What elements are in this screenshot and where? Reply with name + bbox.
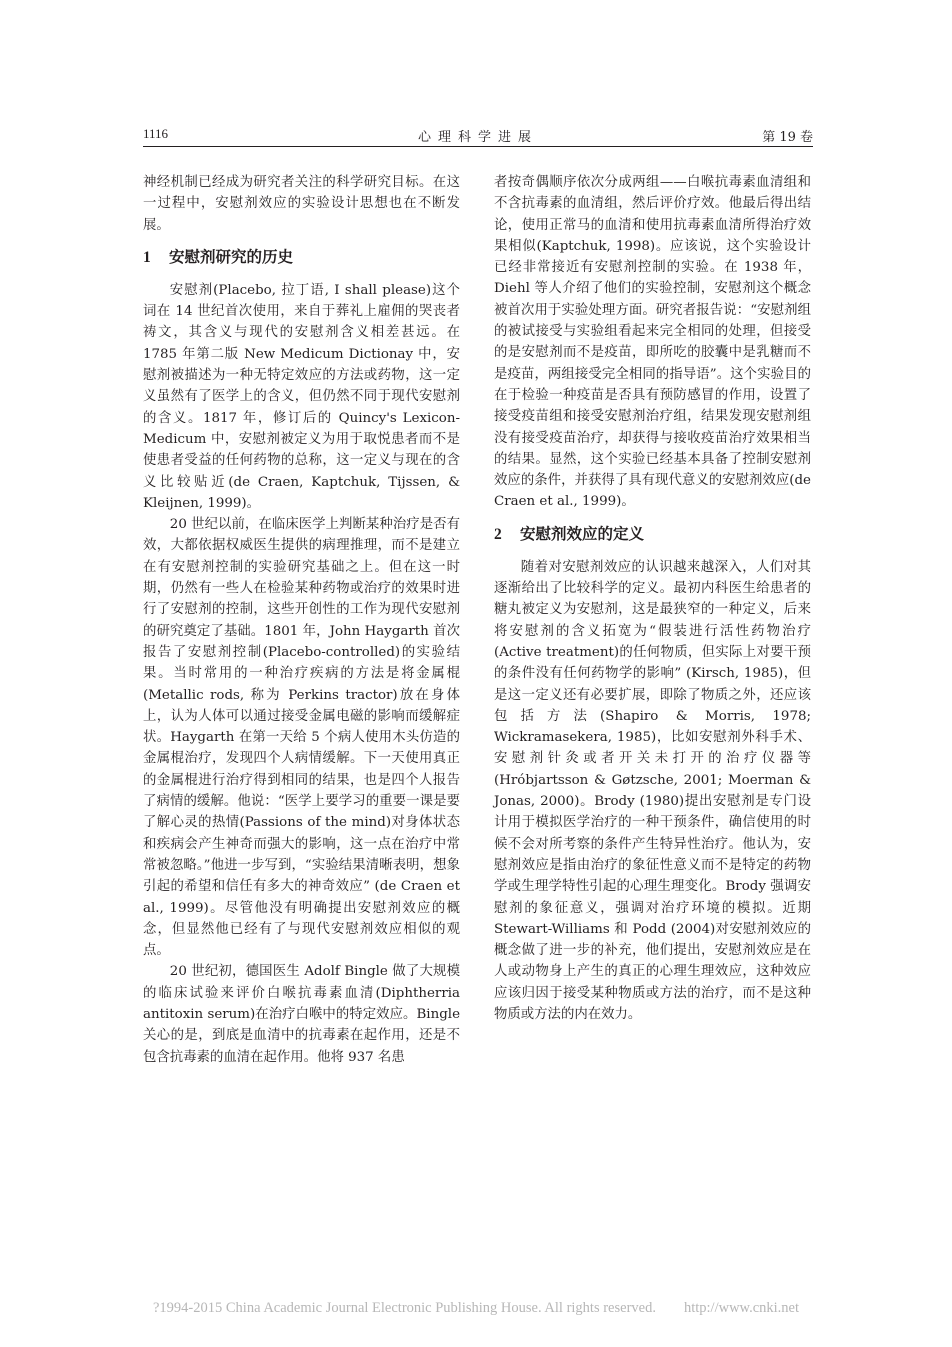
section-heading (143, 245, 460, 270)
running-header (143, 124, 813, 147)
left-column (143, 172, 460, 1068)
paragraph: 安慰剂(Placebo, 拉丁语, I shall please)这个词在 14 世纪首次使用，来自于葬礼上雇佣的哭丧者祷文，其含义与现代的安慰剂含义相差甚远。在 1785 年第二版 New Medicum Dictionay 中，安慰剂被描述为一种无特定效应的方法或药物，这一定义虽然有了医学上的含义，但仍然不同于现代安慰剂的含义。1817 年，修订后的 Quincy's Lexicon-Medicum 中，安慰剂被定义为用于取悦患者而不是使患者受益的任何药物的总称，这一定义与现在的含义比较贴近(de Craen, Kaptchuk, Tijssen, & Kleijnen, 1999)。 (143, 282, 460, 511)
paragraph: 神经机制已经成为研究者关注的科学研究目标。在这一过程中，安慰剂效应的实验设计思想也在不断发展。 (143, 175, 460, 233)
paragraph: 者按奇偶顺序依次分成两组——白喉抗毒素血清组和不含抗毒素的血清组，然后评价疗效。他最后得出结论，使用正常马的血清和使用抗毒素血清所得治疗效果相似(Kaptchuk, 1998)。应该说，这个实验设计已经非常接近有安慰剂控制的实验。在 1938 年，Diehl 等人介绍了他们的实验控制，安慰剂这个概念被首次用于实验处理方面。研究者报告说：“安慰剂组的被试接受与实验组看起来完全相同的处理，但接受的是安慰剂而不是疫苗，即所吃的胶囊中是乳糖而不是疫苗，两组接受完全相同的指导语”。这个实验目的在于检验一种疫苗是否具有预防感冒的作用，设置了接受疫苗组和接受安慰剂治疗组，结果发现安慰剂组没有接受疫苗治疗，却获得与接收疫苗治疗效果相当的结果。显然，这个实验已经基本具备了控制安慰剂效应的条件，并获得了具有现代意义的安慰剂效应(de Craen et al., 1999)。 (494, 175, 811, 510)
paragraph: 随着对安慰剂效应的认识越来越深入，人们对其逐渐给出了比较科学的定义。最初内科医生给患者的糖丸被定义为安慰剂，这是最狭窄的一种定义，后来将安慰剂的含义拓宽为“假装进行活性药物治疗(Active treatment)的任何物质，但实际上对要干预的条件没有任何药物学的影响” (Kirsch, 1985)，但是这一定义还有必要扩展，即除了物质之外，还应该包括方法(Shapiro & Morris, 1978; Wickramasekera, 1985)，比如安慰剂外科手术、安慰剂针灸或者开关未打开的治疗仪器等(Hróbjartsson & Gøtzsche, 2001; Moerman & Jonas, 2000)。Brody (1980)提出安慰剂是专门设计用于模拟医学治疗的一种干预条件，确信使用的时候不会对所考察的条件产生特异性治疗。他认为，安慰剂效应是指由治疗的象征性意义而不是特定的药物学或生理学特性引起的心理生理变化。Brody 强调安慰剂的象征意义，强调对治疗环境的模拟。近期 Stewart-Williams 和 Podd (2004)对安慰剂效应的概念做了进一步的补充，他们提出，安慰剂效应是在人或动物身上产生的真正的心理生理效应，这种效应应该归因于接受某种物质或方法的治疗，而不是这种物质或方法的内在效力。 (494, 559, 811, 1022)
page-number: 1116 (143, 126, 169, 141)
footer-url: http://www.cnki.net (683, 1300, 799, 1316)
paragraph: 20 世纪以前，在临床医学上判断某种治疗是否有效，大都依据权威医生提供的病理推理，而不是建立在有安慰剂控制的实验研究基础之上。但在这一时期，仍然有一些人在检验某种药物或治疗的效果时进行了安慰剂的控制，这些开创性的工作为现代安慰剂的研究奠定了基础。1801 年，John Haygarth 首次报告了安慰剂控制(Placebo-controlled)的实验结果。当时常用的一种治疗疾病的方法是将金属棍(Metallic rods, 称为 Perkins tractor)放在身体上，认为人体可以通过接受金属电磁的影响而缓解症状。Haygarth 在第一天给 5 个病人使用木头仿造的金属棍治疗，发现四个人病情缓解。下一天使用真正的金属棍进行治疗得到相同的结果，也是四个人报告了病情的缓解。他说：“医学上要学习的重要一课是要了解心灵的热情(Passions of the mind)对身体状态和疾病会产生神奇而强大的影响，这一点在治疗中常常被忽略。”他进一步写到，“实验结果清晰表明，想象引起的希望和信任有多大的神奇效应” (de Craen et al., 1999)。尽管他没有明确提出安慰剂效应的概念，但显然他已经有了与现代安慰剂效应相似的观点。 (143, 517, 460, 959)
footer-watermark (0, 1300, 952, 1317)
section-number: 1 (143, 248, 151, 266)
copyright-text: ?1994-2015 China Academic Journal Electronic Publishing House. All rights reserved. (152, 1300, 656, 1316)
right-column (494, 172, 811, 1025)
section-title: 安慰剂效应的定义 (520, 524, 645, 543)
section-title: 安慰剂研究的历史 (169, 247, 294, 266)
paragraph: 20 世纪初，德国医生 Adolf Bingle 做了大规模的临床试验来评价白喉抗毒素血清(Diphtherria antitoxin serum)在治疗白喉中的特定效应。Bingle 关心的是，到底是血清中的抗毒素在起作用，还是不包含抗毒素的血清在起作用。他将 937 名患 (143, 964, 460, 1065)
section-heading (494, 522, 811, 547)
journal-name: 心理科学进展 (417, 130, 538, 145)
volume-label: 第 19 卷 (762, 130, 813, 145)
section-number: 2 (494, 525, 502, 543)
